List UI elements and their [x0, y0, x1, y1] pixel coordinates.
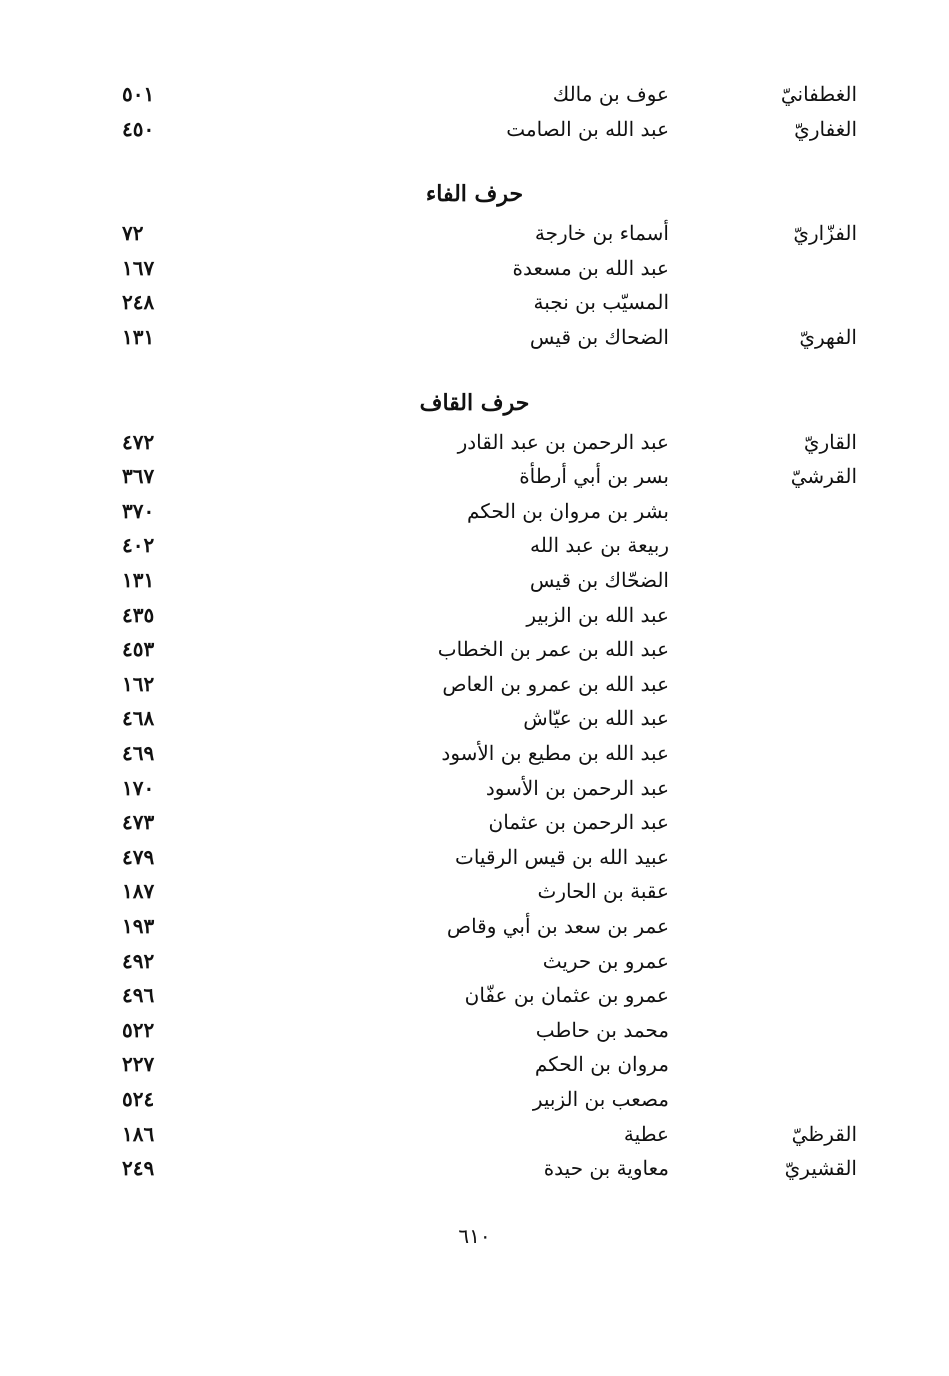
- person-name: الضحّاك بن قيس: [529, 568, 669, 592]
- nisba-label: القاريّ: [803, 429, 857, 454]
- page-reference: ٢٤٨: [122, 290, 155, 315]
- page-reference: ٧٢: [122, 221, 144, 246]
- person-name: محمد بن حاطب: [535, 1017, 669, 1042]
- index-row: [0, 672, 949, 706]
- index-row: [0, 741, 949, 775]
- person-name: عبيد الله بن قيس الرقيات: [454, 844, 669, 869]
- nisba-label: القرظيّ: [791, 1121, 857, 1146]
- index-row: [0, 430, 949, 464]
- person-name: عبد الله بن عمر بن الخطاب: [437, 637, 669, 662]
- index-row: [0, 221, 949, 255]
- page-reference: ١٨٧: [122, 879, 155, 904]
- person-name: مصعب بن الزبير: [532, 1087, 669, 1111]
- nisba-label: الغفاريّ: [794, 116, 857, 141]
- person-name: ربيعة بن عبد الله: [530, 533, 669, 558]
- page-reference: ١٦٢: [122, 671, 155, 696]
- person-name: عبد الله بن الصامت: [506, 116, 669, 141]
- index-row: [0, 533, 949, 567]
- page-reference: ٢٢٧: [122, 1052, 155, 1077]
- page-reference: ١٩٣: [122, 914, 155, 938]
- page-reference: ١٦٧: [122, 255, 155, 280]
- page-reference: ٤٦٩: [122, 741, 155, 765]
- page-reference: ١٧٠: [122, 775, 155, 800]
- index-row: [0, 776, 949, 810]
- person-name: عمر بن سعد بن أبي وقاص: [446, 914, 669, 938]
- index-row: [0, 1087, 949, 1121]
- person-name: بسر بن أبي أرطأة: [519, 464, 669, 489]
- person-name: عبد الله بن مطيع بن الأسود: [441, 741, 669, 765]
- nisba-label: القشيريّ: [784, 1156, 857, 1181]
- page-reference: ٤٥٠: [122, 116, 155, 141]
- page-reference: ٤٦٨: [122, 706, 155, 731]
- person-name: مروان بن الحكم: [534, 1052, 669, 1077]
- index-row: [0, 1156, 949, 1190]
- index-row: [0, 706, 949, 740]
- person-name: عبد الرحمن بن الأسود: [485, 775, 669, 800]
- index-row: [0, 637, 949, 671]
- person-name: عبد الله بن عمرو بن العاص: [442, 671, 669, 696]
- section-heading: حرف القاف: [419, 389, 530, 416]
- page-reference: ١٣١: [122, 325, 155, 349]
- person-name: عمرو بن حريث: [542, 948, 669, 973]
- page-reference: ٥٢٢: [122, 1017, 155, 1042]
- index-row: [0, 914, 949, 948]
- index-row: [0, 1122, 949, 1156]
- index-row: [0, 603, 949, 637]
- page-reference: ٤٣٥: [122, 602, 155, 627]
- person-name: عبد الرحمن بن عبد القادر: [457, 429, 669, 454]
- index-row: [0, 464, 949, 498]
- person-name: عمرو بن عثمان بن عفّان: [464, 983, 669, 1008]
- person-name: المسيّب بن نجبة: [533, 290, 669, 315]
- page-reference: ٥٢٤: [122, 1087, 155, 1111]
- index-row: [0, 82, 949, 116]
- page-reference: ٢٤٩: [122, 1156, 155, 1181]
- person-name: عبد الله بن عيّاش: [523, 706, 669, 731]
- index-row: [0, 983, 949, 1017]
- page-reference: ١٣١: [122, 568, 155, 592]
- nisba-label: الفهريّ: [799, 325, 857, 349]
- index-row: [0, 1052, 949, 1086]
- page-reference: ٣٧٠: [122, 498, 155, 523]
- page-number: ٦١٠: [458, 1224, 491, 1248]
- index-row: [0, 879, 949, 913]
- person-name: الضحاك بن قيس: [529, 325, 669, 349]
- page-reference: ٤٧٢: [122, 429, 155, 454]
- index-row: [0, 499, 949, 533]
- person-name: عبد الله بن مسعدة: [512, 255, 669, 280]
- index-row: [0, 845, 949, 879]
- index-row: [0, 568, 949, 602]
- index-row: [0, 1018, 949, 1052]
- page-reference: ٤٥٣: [122, 637, 155, 662]
- page-reference: ٤٠٢: [122, 533, 155, 558]
- person-name: عطية: [623, 1121, 669, 1146]
- page-reference: ٤٧٣: [122, 810, 155, 835]
- person-name: بشر بن مروان بن الحكم: [466, 498, 669, 523]
- nisba-label: القرشيّ: [790, 464, 857, 489]
- person-name: أسماء بن خارجة: [534, 221, 669, 246]
- page-reference: ٤٧٩: [122, 844, 155, 869]
- person-name: عوف بن مالك: [552, 82, 669, 106]
- index-row: [0, 256, 949, 290]
- nisba-label: الفزّاريّ: [793, 221, 857, 246]
- page-reference: ٣٦٧: [122, 464, 155, 489]
- section-heading: حرف الفاء: [425, 181, 524, 208]
- person-name: عبد الله بن الزبير: [526, 602, 669, 627]
- index-row: [0, 117, 949, 151]
- index-row: [0, 949, 949, 983]
- person-name: عبد الرحمن بن عثمان: [488, 810, 669, 835]
- person-name: عقبة بن الحارث: [537, 879, 669, 904]
- page-reference: ٥٠١: [122, 82, 155, 106]
- index-row: [0, 810, 949, 844]
- page-reference: ١٨٦: [122, 1121, 155, 1146]
- index-row: [0, 325, 949, 359]
- page-reference: ٤٩٢: [122, 948, 155, 973]
- nisba-label: الغطفانيّ: [780, 82, 857, 106]
- page-reference: ٤٩٦: [122, 983, 155, 1008]
- index-row: [0, 290, 949, 324]
- person-name: معاوية بن حيدة: [543, 1156, 669, 1181]
